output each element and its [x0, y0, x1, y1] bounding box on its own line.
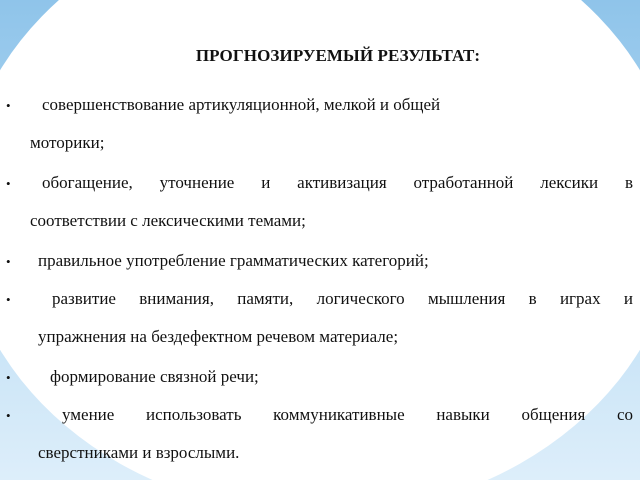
bullet-icon: •	[6, 254, 11, 269]
bullet-icon: •	[6, 98, 11, 113]
list-item-line: правильное употребление грамматических категорий;	[38, 251, 429, 270]
list-item-line: упражнения на бездефектном речевом материале;	[38, 327, 399, 346]
bullet-icon: •	[6, 370, 11, 385]
list-item-line: формирование связной речи;	[50, 367, 259, 386]
list-item-line: развитие внимания, памяти, логического мышления в играх и	[52, 289, 633, 308]
bullet-icon: •	[6, 292, 11, 307]
list-item-line: обогащение, уточнение и активизация отработанной лексики в	[42, 173, 633, 192]
list-item-line: сверстниками и взрослыми.	[38, 443, 240, 462]
list-item-line: моторики;	[30, 133, 105, 152]
bullet-icon: •	[6, 176, 11, 191]
slide-title: ПРОГНОЗИРУЕМЫЙ РЕЗУЛЬТАТ:	[195, 46, 481, 65]
list-item-line: совершенствование артикуляционной, мелкой и общей	[42, 95, 441, 114]
list-item-line: умение использовать коммуникативные навыки общения со	[62, 405, 633, 424]
bullet-icon: •	[6, 408, 11, 423]
list-item-line: соответствии с лексическими темами;	[30, 211, 306, 230]
